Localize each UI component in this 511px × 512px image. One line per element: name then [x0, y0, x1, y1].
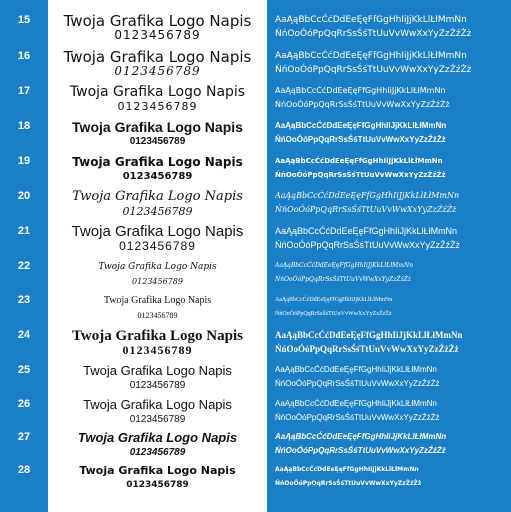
charset-line-1: AaĄąBbCcĆćDdEeĘęFfGgHhIiJjKkLlŁłMmNn	[275, 399, 437, 408]
sample-digits-text: 0123456789	[122, 171, 193, 182]
font-number: 22	[17, 260, 31, 272]
font-sample	[48, 154, 267, 183]
charset-sample	[275, 224, 507, 252]
charset-line-1: AaĄąBbCcĆćDdEeĘęFfGgHhIiJjKkLlŁłMmNn	[275, 262, 414, 269]
font-sample	[48, 13, 267, 42]
font-row-24	[0, 328, 511, 362]
font-row-16	[0, 49, 511, 83]
charset-line-1: AaĄąBbCcĆćDdEeĘęFfGgHhIiJjKkLlŁłMmNn	[275, 466, 419, 473]
font-sample	[48, 224, 267, 253]
sample-digits-text: 0123456789	[114, 28, 201, 42]
charset-sample	[275, 154, 507, 182]
font-row-28	[0, 463, 511, 497]
sample-digits-text: 0123456789	[119, 239, 196, 253]
font-sample	[48, 430, 267, 459]
sample-name-text: Twoja Grafika Logo Napis	[77, 430, 238, 445]
font-sample	[48, 119, 267, 148]
font-number: 25	[17, 364, 31, 376]
font-sample	[48, 293, 267, 322]
sample-digits-text: 0123456789	[132, 277, 183, 286]
sample-name-text: Twoja Grafika Logo Napis	[83, 363, 232, 378]
sample-digits-text: 0123456789	[129, 414, 186, 425]
charset-sample	[275, 463, 507, 491]
charset-line-2: ŃńOoÓóPpQqRrSsŚśTtUuVvWwXxYyZzŹźŻż	[275, 446, 446, 455]
sample-name-text: Twoja Grafika Logo Napis	[98, 262, 217, 272]
font-number: 20	[17, 190, 31, 202]
font-number: 17	[17, 85, 31, 97]
font-number: 24	[17, 329, 31, 341]
charset-line-2: ŃńOoÓóPpQqRrSsŚśTtUuVvWwXxYyZzŹźŻż	[275, 344, 459, 354]
sample-digits-text: 0123456789	[122, 205, 193, 218]
font-row-26	[0, 397, 511, 431]
charset-line-1: AaĄąBbCcĆćDdEeĘęFfGgHhIiJjKkLlŁłMmNn	[275, 51, 467, 61]
charset-sample	[275, 13, 507, 41]
charset-line-2: ŃńOoÓóPpQqRrSsŚśTtUuVvWwXxYyZzŹźŻż	[275, 205, 457, 214]
font-number: 28	[17, 464, 31, 476]
sample-name-text: Twoja Grafika Logo Napis	[72, 155, 243, 169]
sample-name-text: Twoja Grafika Logo Napis	[83, 397, 232, 412]
charset-line-2: ŃńOoÓóPpQqRrSsŚśTtUuVvWwXxYyZzŹźŻż	[275, 100, 450, 109]
sample-digits-text: 0123456789	[137, 311, 178, 320]
sample-name-text: Twoja Grafika Logo Napis	[69, 84, 246, 100]
font-row-21	[0, 224, 511, 258]
sample-digits-text: 0123456789	[126, 480, 189, 490]
charset-line-2: ŃńOoÓóPpQqRrSsŚśTtUuVvWwXxYyZzŹźŻż	[275, 413, 440, 422]
charset-sample	[275, 49, 507, 77]
font-row-15	[0, 13, 511, 47]
charset-line-2: ŃńOoÓóPpQqRrSsŚśTtUuVvWwXxYyZzŹźŻż	[275, 276, 411, 283]
charset-line-1: AaĄąBbCcĆćDdEeĘęFfGgHhIiJjKkLlŁłMmNn	[275, 86, 446, 95]
font-row-18	[0, 119, 511, 153]
sample-name-text: Twoja Grafika Logo Napis	[79, 464, 236, 477]
sample-digits-text: 0123456789	[114, 64, 201, 78]
font-sample	[48, 397, 267, 426]
sample-name-text: Twoja Grafika Logo Napis	[63, 12, 252, 30]
sample-name-text: Twoja Grafika Logo Napis	[103, 295, 212, 306]
charset-sample	[275, 430, 507, 458]
charset-sample	[275, 397, 507, 425]
charset-sample	[275, 189, 507, 217]
charset-sample	[275, 328, 507, 356]
charset-line-2: ŃńOoÓóPpQqRrSsŚśTtUuVvWwXxYyZzŹźŻż	[275, 171, 446, 179]
charset-sample	[275, 84, 507, 112]
font-number: 21	[17, 225, 31, 237]
charset-sample	[275, 363, 507, 391]
charset-line-1: AaĄąBbCcĆćDdEeĘęFfGgHhIiJjKkLlŁłMmNn	[275, 15, 467, 25]
font-number: 27	[17, 431, 31, 443]
font-sample	[48, 363, 267, 392]
font-sample	[48, 189, 267, 218]
charset-line-1: AaĄąBbCcĆćDdEeĘęFfGgHhIiJjKkLlŁłMmNn	[275, 191, 460, 200]
charset-line-1: AaĄąBbCcĆćDdEeĘęFfGgHhIiJjKkLlŁłMmNn	[275, 365, 437, 374]
charset-line-1: AaĄąBbCcĆćDdEeĘęFfGgHhIiJjKkLlŁłMmNn	[275, 297, 393, 303]
font-number: 16	[17, 50, 31, 62]
sample-digits-text: 0123456789	[122, 343, 193, 357]
sample-name-text: Twoja Grafika Logo Napis	[72, 189, 243, 204]
charset-line-2: ŃńOoÓóPpQqRrSsŚśTtUuVvWwXxYyZzŹźŻż	[275, 311, 392, 317]
font-number: 18	[17, 120, 31, 132]
font-sample	[48, 463, 267, 492]
charset-line-1: AaĄąBbCcĆćDdEeĘęFfGgHhIiJjKkLlŁłMmNn	[275, 330, 463, 340]
font-row-19	[0, 154, 511, 188]
font-number: 26	[17, 398, 31, 410]
charset-line-2: ŃńOoÓóPpQqRrSsŚśTtUuVvWwXxYyZzŹźŻż	[275, 65, 472, 75]
sample-digits-text: 0123456789	[117, 100, 198, 113]
font-number: 23	[17, 294, 31, 306]
sample-name-text: Twoja Grafika Logo Napis	[63, 48, 252, 66]
font-row-17	[0, 84, 511, 118]
charset-line-2: ŃńOoÓóPpQqRrSsŚśTtUuVvWwXxYyZzŹźŻż	[275, 135, 446, 144]
sample-name-text: Twoja Grafika Logo Napis	[71, 223, 244, 240]
font-number: 15	[17, 14, 31, 26]
sample-digits-text: 0123456789	[129, 136, 186, 147]
font-row-20	[0, 189, 511, 223]
charset-line-1: AaĄąBbCcĆćDdEeĘęFfGgHhIiJjKkLlŁłMmNn	[275, 226, 458, 236]
charset-line-2: ŃńOoÓóPpQqRrSsŚśTtUuVvWwXxYyZzŹźŻż	[275, 379, 440, 388]
charset-line-2: ŃńOoÓóPpQqRrSsŚśTtUuVvWwXxYyZzŹźŻż	[275, 480, 422, 487]
charset-sample	[275, 293, 507, 321]
sample-digits-text: 0123456789	[129, 447, 186, 458]
font-row-22	[0, 259, 511, 293]
font-row-23	[0, 293, 511, 327]
charset-line-2: ŃńOoÓóPpQqRrSsŚśTtUuVvWwXxYyZzŹźŻż	[275, 29, 472, 39]
charset-line-1: AaĄąBbCcĆćDdEeĘęFfGgHhIiJjKkLlŁłMmNn	[275, 157, 443, 165]
charset-line-1: AaĄąBbCcĆćDdEeĘęFfGgHhIiJjKkLlŁłMmNn	[275, 121, 447, 130]
font-sample	[48, 84, 267, 113]
font-number: 19	[17, 155, 31, 167]
font-sample	[48, 49, 267, 78]
sample-name-text: Twoja Grafika Logo Napis	[72, 328, 243, 344]
font-row-27	[0, 430, 511, 464]
charset-line-1: AaĄąBbCcĆćDdEeĘęFfGgHhIiJjKkLlŁłMmNn	[275, 432, 447, 441]
font-row-25	[0, 363, 511, 397]
charset-line-2: ŃńOoÓóPpQqRrSsŚśTtUuVvWwXxYyZzŹźŻż	[275, 240, 461, 250]
charset-sample	[275, 259, 507, 287]
sample-digits-text: 0123456789	[129, 380, 186, 391]
sample-name-text: Twoja Grafika Logo Napis	[72, 119, 243, 135]
font-sample	[48, 259, 267, 288]
font-sample	[48, 328, 267, 357]
charset-sample	[275, 119, 507, 147]
